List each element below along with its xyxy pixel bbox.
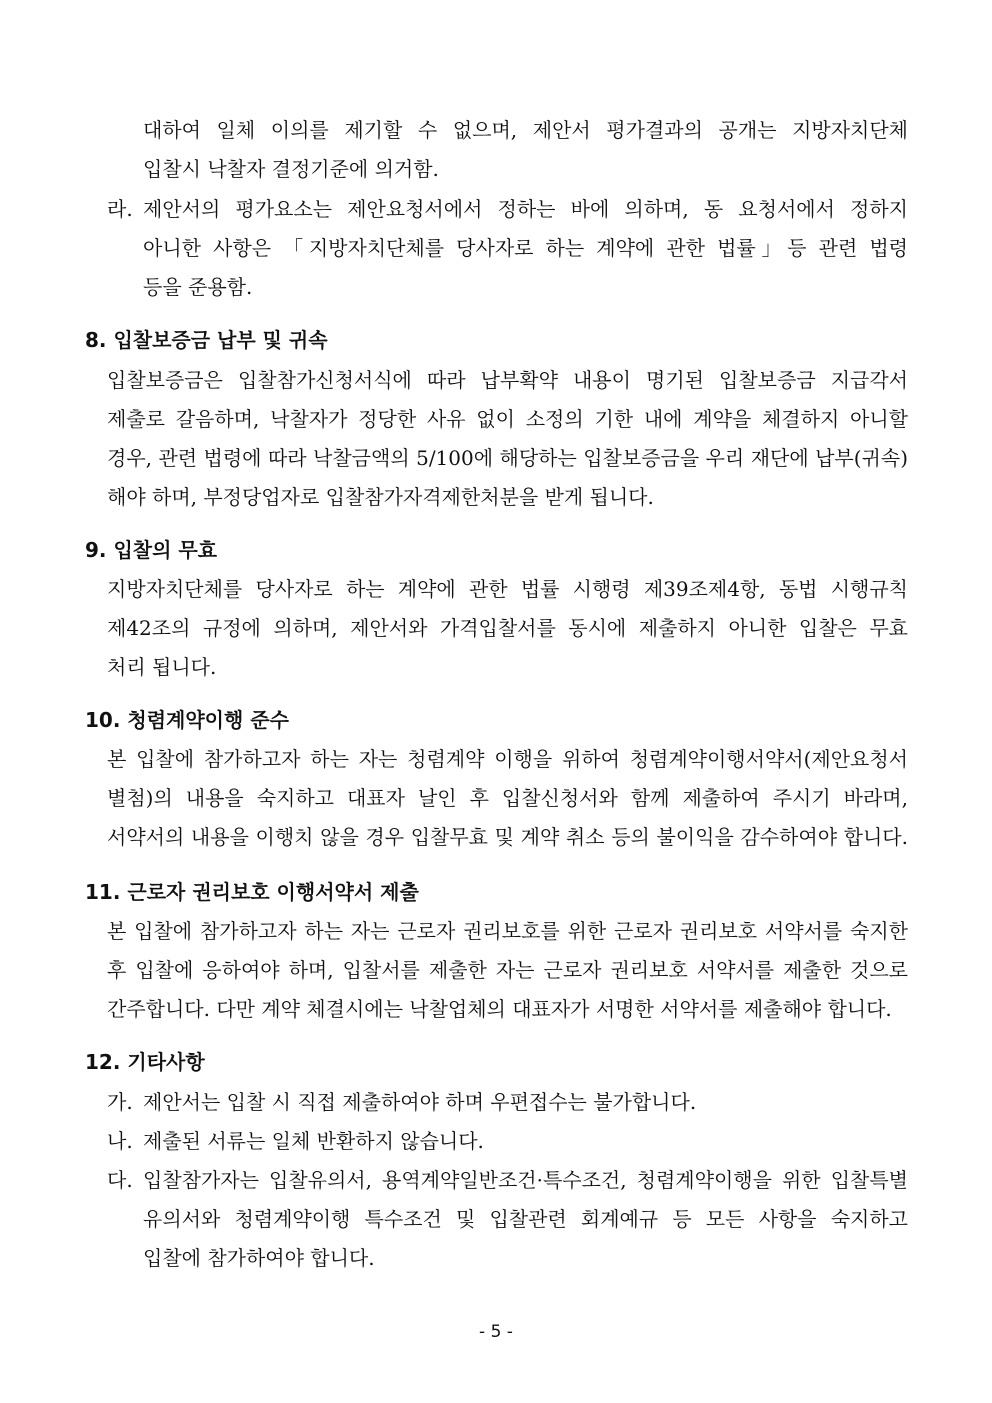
paragraph-line: 서약서의 내용을 이행치 않을 경우 입찰무효 및 계약 취소 등의 불이익을 감수하여야 합니다. xyxy=(107,825,908,849)
list-item-line: 제안서의 평가요소는 제안요청서에서 정하는 바에 의하며, 동 요청서에서 정하지 xyxy=(143,197,908,221)
list-marker: 다. xyxy=(107,1168,133,1192)
section-heading: 9. 입찰의 무효 xyxy=(85,538,218,562)
list-item-line: 등을 준용함. xyxy=(143,275,253,299)
paragraph-line: 대하여 일체 이의를 제기할 수 없으며, 제안서 평가결과의 공개는 지방자치단체 xyxy=(143,118,908,142)
list-item-line: 제안서는 입찰 시 직접 제출하여야 하며 우편접수는 불가합니다. xyxy=(143,1090,697,1114)
paragraph-line: 제출로 갈음하며, 낙찰자가 정당한 사유 없이 소정의 기한 내에 계약을 체결하지 아니할 xyxy=(107,407,908,431)
paragraph-line: 입찰시 낙찰자 결정기준에 의거함. xyxy=(143,157,439,181)
paragraph-line: 후 입찰에 응하여야 하며, 입찰서를 제출한 자는 근로자 권리보호 서약서를 제출한 것으로 xyxy=(107,958,908,982)
list-marker: 라. xyxy=(107,197,133,221)
section-heading: 11. 근로자 권리보호 이행서약서 제출 xyxy=(85,880,419,904)
page-number: - 5 - xyxy=(479,1322,513,1342)
paragraph-line: 본 입찰에 참가하고자 하는 자는 청렴계약 이행을 위하여 청렴계약이행서약서(제안요청서 xyxy=(107,747,908,771)
list-item-line: 제출된 서류는 일체 반환하지 않습니다. xyxy=(143,1129,484,1153)
paragraph-line: 제42조의 규정에 의하며, 제안서와 가격입찰서를 동시에 제출하지 아니한 입찰은 무효 xyxy=(107,616,908,640)
section-heading: 10. 청렴계약이행 준수 xyxy=(85,708,289,732)
list-marker: 가. xyxy=(107,1090,133,1114)
paragraph-line: 경우, 관련 법령에 따라 낙찰금액의 5/100에 해당하는 입찰보증금을 우리 재단에 납부(귀속) xyxy=(107,446,908,470)
section-heading: 12. 기타사항 xyxy=(85,1050,205,1074)
paragraph-line: 입찰보증금은 입찰참가신청서식에 따라 납부확약 내용이 명기된 입찰보증금 지급각서 xyxy=(107,368,908,392)
paragraph-line: 간주합니다. 다만 계약 체결시에는 낙찰업체의 대표자가 서명한 서약서를 제출해야 합니다. xyxy=(107,997,892,1021)
list-item-line: 아니한 사항은 「지방자치단체를 당사자로 하는 계약에 관한 법률」등 관련 법령 xyxy=(143,236,908,260)
paragraph-line: 해야 하며, 부정당업자로 입찰참가자격제한처분을 받게 됩니다. xyxy=(107,485,654,509)
list-item-line: 유의서와 청렴계약이행 특수조건 및 입찰관련 회계예규 등 모든 사항을 숙지하고 xyxy=(143,1207,908,1231)
paragraph-line: 처리 됩니다. xyxy=(107,655,217,679)
list-item-line: 입찰에 참가하여야 합니다. xyxy=(143,1246,375,1270)
list-marker: 나. xyxy=(107,1129,133,1153)
section-heading: 8. 입찰보증금 납부 및 귀속 xyxy=(85,328,328,352)
paragraph-line: 본 입찰에 참가하고자 하는 자는 근로자 권리보호를 위한 근로자 권리보호 서약서를 숙지한 xyxy=(107,919,908,943)
paragraph-line: 별첨)의 내용을 숙지하고 대표자 날인 후 입찰신청서와 함께 제출하여 주시기 바라며, xyxy=(107,786,908,810)
list-item-line: 입찰참가자는 입찰유의서, 용역계약일반조건·특수조건, 청렴계약이행을 위한 입찰특별 xyxy=(143,1168,908,1192)
paragraph-line: 지방자치단체를 당사자로 하는 계약에 관한 법률 시행령 제39조제4항, 동법 시행규칙 xyxy=(107,577,908,601)
